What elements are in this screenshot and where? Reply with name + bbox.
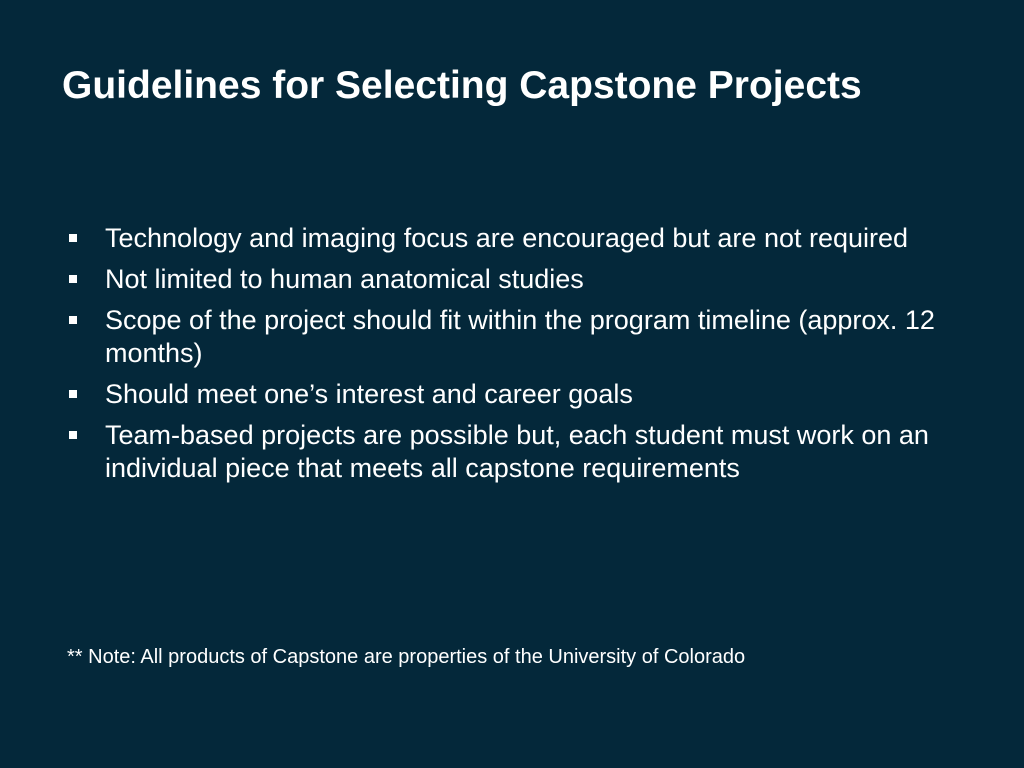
bullet-text: Should meet one’s interest and career goals xyxy=(105,379,633,409)
bullet-item xyxy=(67,263,937,296)
footnote: ** Note: All products of Capstone are properties of the University of Colorado xyxy=(67,646,746,668)
square-bullet-icon xyxy=(69,390,77,398)
slide-title: Guidelines for Selecting Capstone Projects xyxy=(62,64,862,107)
square-bullet-icon xyxy=(69,316,77,324)
bullet-item xyxy=(67,419,937,485)
bullet-item xyxy=(67,222,937,255)
bullet-text: Team-based projects are possible but, each student must work on an individual piece that meets all capstone requirements xyxy=(105,420,929,483)
bullet-text: Technology and imaging focus are encouraged but are not required xyxy=(105,223,909,253)
square-bullet-icon xyxy=(69,234,77,242)
bullet-text: Not limited to human anatomical studies xyxy=(105,264,584,294)
square-bullet-icon xyxy=(69,275,77,283)
bullet-list xyxy=(67,222,937,493)
bullet-item xyxy=(67,304,937,370)
square-bullet-icon xyxy=(69,431,77,439)
bullet-text: Scope of the project should fit within the program timeline (approx. 12 months) xyxy=(105,305,935,368)
bullet-item xyxy=(67,378,937,411)
